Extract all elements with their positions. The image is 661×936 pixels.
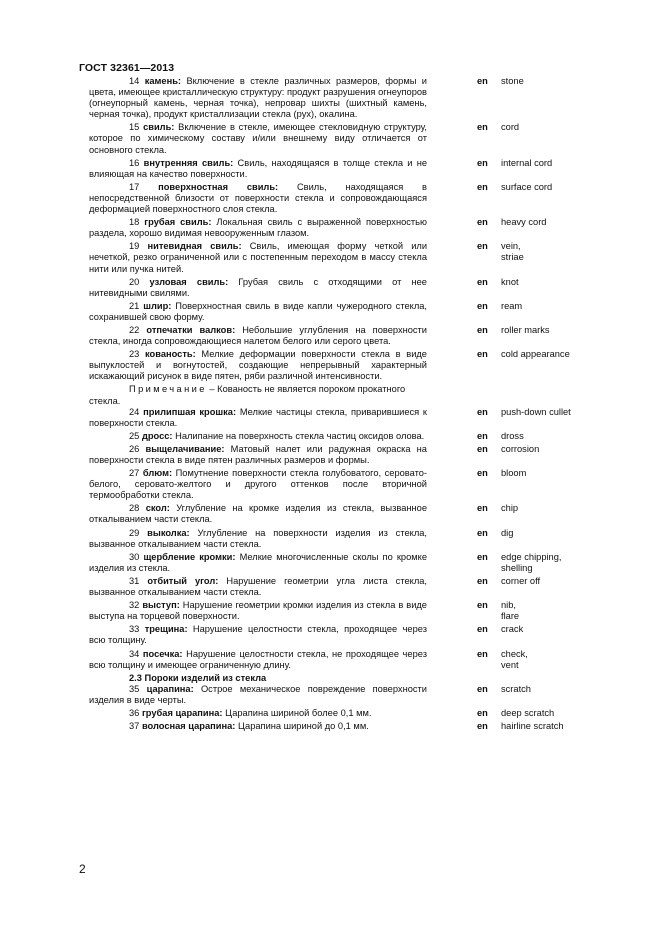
term-text <box>89 576 427 598</box>
term-number: 22 <box>129 324 140 335</box>
term-definition: Включение в стекле различных размеров, формы и цвета, имеющее кристаллическую структуру: продукт разрушения огнеупоров (огнеупорный камень, черная точка), непровар шихты (шихтный камень, черная точка), продукт кристаллизации стекла (рух), окалина. <box>89 76 427 120</box>
term-definition: Налипание на поверхность стекла частиц оксидов олова. <box>175 430 425 441</box>
term-definition: Углубление на поверхности изделия из стекла, вызванное откалыванием части стекла. <box>89 527 427 549</box>
term-text <box>89 76 427 120</box>
term-entry <box>89 325 639 347</box>
term-text <box>89 444 427 466</box>
term-number: 32 <box>129 600 140 611</box>
term-name: внутренняя свиль: <box>143 157 234 168</box>
term-number: 18 <box>129 217 140 228</box>
english-equivalent: crack <box>501 624 524 635</box>
term-entry <box>89 503 639 525</box>
term-definition: Свиль, находящаяся в непосредственной близости от поверхности стекла и сопровождающаяся деформацией поверхностного слоя стекла. <box>89 181 427 215</box>
term-number: 35 <box>129 683 140 694</box>
term-entry <box>89 576 639 598</box>
term-entry <box>89 552 639 574</box>
term-definition: Матовый налет или радужная окраска на поверхности стекла в виде пятен различных размеров и формы. <box>89 443 427 465</box>
term-definition: Царапина шириной более 0,1 мм. <box>225 707 372 718</box>
term-name: грубая свиль: <box>144 217 212 228</box>
language-code: en <box>477 276 488 287</box>
term-name: грубая царапина: <box>141 707 223 718</box>
language-code: en <box>477 707 488 718</box>
term-name: щербление кромки: <box>143 551 236 562</box>
term-text <box>89 552 427 574</box>
language-code: en <box>477 527 488 538</box>
term-number: 28 <box>129 503 140 514</box>
term-number: 19 <box>129 241 140 252</box>
term-name: трещина: <box>144 624 188 635</box>
language-code: en <box>477 181 488 192</box>
language-code: en <box>477 600 488 611</box>
term-definition: Нарушение геометрии кромки изделия из стекла в виде выступа на торцевой поверхности. <box>89 600 427 622</box>
language-code: en <box>477 721 488 732</box>
english-equivalent: bloom <box>501 468 527 479</box>
note <box>89 384 427 406</box>
language-code: en <box>477 217 488 228</box>
term-number: 37 <box>129 721 140 732</box>
term-entry <box>89 182 639 215</box>
term-definition: Грубая свиль с отходящими от нее нитевидными свилями. <box>89 276 427 298</box>
term-number: 29 <box>129 527 140 538</box>
language-code: en <box>477 443 488 454</box>
term-number: 14 <box>129 76 140 86</box>
english-equivalent: dross <box>501 430 524 441</box>
term-text <box>89 503 427 525</box>
term-name: отбитый угол: <box>147 575 219 586</box>
term-entry <box>89 76 639 120</box>
term-number: 31 <box>129 575 140 586</box>
english-equivalent: ream <box>501 300 523 311</box>
term-definition: Мелкие многочисленные сколы по кромке изделия из стекла. <box>89 551 428 573</box>
term-definition: Острое механическое повреждение поверхности изделия в виде черты. <box>89 683 427 705</box>
terms-list <box>89 76 639 734</box>
term-entry <box>89 600 639 622</box>
term-definition: Поверхностная свиль в виде капли чужеродного стекла, сохранившей свою форму. <box>89 300 428 322</box>
term-name: выколка: <box>147 527 190 538</box>
term-text <box>89 407 427 429</box>
term-entry <box>89 122 639 155</box>
term-definition: Небольшие углубления на поверхности стекла, иногда сопровождающиеся налетом белого или серого цвета. <box>89 324 427 347</box>
term-definition: Царапина шириной до 0,1 мм. <box>237 721 369 732</box>
term-number: 17 <box>129 181 140 192</box>
term-text <box>89 684 427 706</box>
term-definition: Нарушение целостности стекла, проходящее через всю толщину. <box>89 624 427 646</box>
term-entry <box>89 217 639 239</box>
english-equivalent: corner off <box>501 575 541 586</box>
term-entry <box>89 468 639 501</box>
language-code: en <box>477 624 488 635</box>
english-equivalent: heavy cord <box>501 217 547 228</box>
term-text <box>89 277 427 299</box>
term-number: 27 <box>129 468 140 479</box>
language-code: en <box>477 683 488 694</box>
term-entry <box>89 528 639 550</box>
term-entry <box>89 301 639 323</box>
term-name: камень: <box>144 76 182 86</box>
term-text <box>89 182 427 215</box>
term-entry <box>89 407 639 429</box>
term-definition: Мелкие деформации поверхности стекла в виде выпуклостей и вогнутостей, создающие непрерывный характерный искажающий рисунок в виде пятен, ряби различной интенсивности. <box>89 349 427 382</box>
language-code: en <box>477 122 488 133</box>
term-number: 36 <box>129 707 140 718</box>
term-name: дросс: <box>141 430 173 441</box>
english-equivalent: chip <box>501 503 519 514</box>
term-text <box>89 624 427 646</box>
term-text <box>89 528 427 550</box>
term-number: 25 <box>129 430 140 441</box>
term-entry <box>89 624 639 646</box>
language-code: en <box>477 648 488 659</box>
english-equivalent: knot <box>501 276 519 287</box>
term-definition: Свиль, имеющая форму четкой или нечеткой, резко ограниченной или с постепенным переходом в массу стекла нити или пучка нитей. <box>89 241 428 274</box>
term-entry <box>89 431 639 442</box>
term-text <box>89 349 427 382</box>
term-number: 24 <box>129 406 140 417</box>
term-number: 15 <box>129 122 140 133</box>
term-definition: Включение в стекле, имеющее стекловидную структуру, которое по химическому составу и/или внешнему виду отличается от основного стекла. <box>89 122 427 155</box>
term-name: шлир: <box>143 300 172 311</box>
language-code: en <box>477 575 488 586</box>
language-code: en <box>477 300 488 311</box>
term-entry <box>89 349 639 382</box>
english-equivalent: cold appearance <box>501 349 570 360</box>
term-entry <box>89 277 639 299</box>
term-text <box>89 649 427 671</box>
term-text <box>89 708 427 719</box>
language-code: en <box>477 430 488 441</box>
term-name: кованость: <box>145 349 196 360</box>
term-text <box>89 301 427 323</box>
term-name: выщелачивание: <box>145 443 225 454</box>
term-entry <box>89 721 639 732</box>
english-equivalent: cord <box>501 122 520 133</box>
english-equivalent: check, vent <box>501 648 528 670</box>
term-text <box>89 468 427 501</box>
language-code: en <box>477 468 488 479</box>
page-number: 2 <box>79 862 86 876</box>
term-entry <box>89 158 639 180</box>
term-number: 33 <box>129 624 140 635</box>
term-name: нитевидная свиль: <box>147 241 242 252</box>
term-definition: Свиль, находящаяся в толще стекла и не влияющая на качество поверхности. <box>89 157 427 179</box>
term-definition: Нарушение геометрии угла листа стекла, вызванное откалыванием части стекла. <box>89 575 427 598</box>
term-number: 21 <box>129 300 140 311</box>
term-number: 30 <box>129 551 140 562</box>
term-name: скол: <box>145 503 170 514</box>
term-text <box>89 600 427 622</box>
entries-block-2 <box>89 407 639 671</box>
term-text <box>89 431 427 442</box>
term-text <box>89 325 427 347</box>
english-equivalent: vein, striae <box>501 241 524 263</box>
term-name: блюм: <box>142 468 173 479</box>
term-name: прилипшая крошка: <box>143 406 237 417</box>
english-equivalent: deep scratch <box>501 707 555 718</box>
term-text <box>89 241 427 274</box>
term-definition: Углубление на кромке изделия из стекла, вызванное откалыванием части стекла. <box>89 503 427 525</box>
term-number: 34 <box>129 648 140 659</box>
term-number: 16 <box>129 157 140 168</box>
term-definition: Локальная свиль с выраженной поверхностью раздела, хорошо видимая невооруженным глазом. <box>89 217 427 239</box>
term-entry <box>89 241 639 274</box>
english-equivalent: stone <box>501 76 524 86</box>
term-number: 23 <box>129 349 140 360</box>
english-equivalent: roller marks <box>501 324 550 335</box>
term-name: отпечатки валков: <box>146 324 236 335</box>
term-definition: Мелкие частицы стекла, приварившиеся к поверхности стекла. <box>89 406 427 428</box>
language-code: en <box>477 551 488 562</box>
term-name: свиль: <box>143 122 175 133</box>
term-number: 26 <box>129 443 140 454</box>
language-code: en <box>477 241 488 252</box>
term-entry <box>89 649 639 671</box>
note-text: – Кованость не является пороком прокатного стекла. <box>89 384 406 406</box>
term-definition: Нарушение целостности стекла, не проходящее через всю толщину и имеющее ограниченную длину. <box>89 648 427 670</box>
english-equivalent: edge chipping, shelling <box>501 551 562 573</box>
english-equivalent: scratch <box>501 683 531 694</box>
language-code: en <box>477 406 488 417</box>
english-equivalent: nib, flare <box>501 600 520 622</box>
term-number: 20 <box>129 276 140 287</box>
term-entry <box>89 684 639 706</box>
document-header: ГОСТ 32361—2013 <box>79 62 175 74</box>
term-name: выступ: <box>142 600 180 611</box>
language-code: en <box>477 324 488 335</box>
entries-block-1 <box>89 76 639 382</box>
entries-block-3 <box>89 684 639 732</box>
term-definition: Помутнение поверхности стекла голубоватого, серовато-белого, серовато-желтого и другого оттенков после вторичной термообработки стекла. <box>89 468 427 501</box>
english-equivalent: hairline scratch <box>501 721 564 732</box>
english-equivalent: dig <box>501 527 514 538</box>
term-text <box>89 721 427 732</box>
term-name: волосная царапина: <box>141 721 236 732</box>
english-equivalent: internal cord <box>501 157 553 168</box>
language-code: en <box>477 76 488 86</box>
term-name: посечка: <box>142 648 183 659</box>
english-equivalent: surface cord <box>501 181 553 192</box>
term-entry <box>89 708 639 719</box>
term-text <box>89 158 427 180</box>
term-entry <box>89 444 639 466</box>
term-name: узловая свиль: <box>149 276 229 287</box>
term-name: царапина: <box>146 683 194 694</box>
language-code: en <box>477 349 488 360</box>
language-code: en <box>477 503 488 514</box>
note-label: Примечание <box>129 384 207 395</box>
term-text <box>89 217 427 239</box>
term-name: поверхностная свиль: <box>158 181 279 192</box>
section-heading <box>89 673 639 684</box>
language-code: en <box>477 157 488 168</box>
section-title: 2.3 Пороки изделий из стекла <box>129 672 267 683</box>
term-text <box>89 122 427 155</box>
english-equivalent: push-down cullet <box>501 406 571 417</box>
english-equivalent: corrosion <box>501 443 540 454</box>
